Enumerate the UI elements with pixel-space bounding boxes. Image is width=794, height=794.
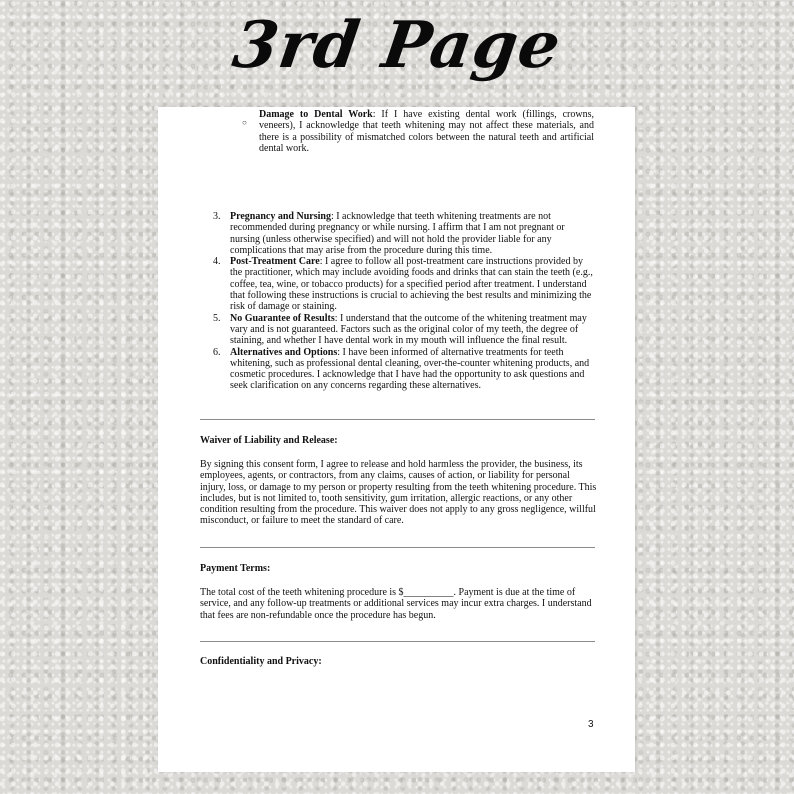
section-divider bbox=[200, 419, 595, 420]
payment-heading: Payment Terms: bbox=[200, 563, 271, 574]
payment-paragraph: The total cost of the teeth whitening procedure is $__________. Payment is due at the time of service, and any follow-up treatments or additional services may incur extra charges. I understand that fees are non-refundable once the procedure has begun. bbox=[200, 587, 592, 621]
confidentiality-heading: Confidentiality and Privacy: bbox=[200, 656, 322, 667]
numbered-list bbox=[213, 211, 596, 392]
list-item bbox=[213, 313, 596, 347]
list-item bbox=[213, 256, 596, 312]
document-page bbox=[158, 107, 635, 772]
section-divider bbox=[200, 547, 595, 548]
list-number: 3. bbox=[213, 211, 221, 222]
sub-item-text: : If I have existing dental work (fillings, crowns, veneers), I acknowledge that teeth whitening may not affect these materials, and there is a possibility of mismatched colors between the natural teeth and artificial dental work. bbox=[259, 109, 595, 154]
list-number: 6. bbox=[213, 346, 221, 358]
list-item-text: : I acknowledge that teeth whitening treatments are not recommended during pregnancy or while nursing. I affirm that I am not pregnant or nursing (unless otherwise specified) and will not hold the provider liable for any complications that may arise from the procedure during this time. bbox=[230, 211, 565, 256]
list-item-label: Pregnancy and Nursing bbox=[230, 211, 331, 222]
list-item-label: No Guarantee of Results bbox=[230, 312, 335, 324]
list-item-text: : I agree to follow all post-treatment care instructions provided by the practitioner, which may include avoiding foods and drinks that can stain the teeth (e.g., coffee, tea, wine, or tobacco products) for a specified period after treatment. I understand that following these instructions is crucial to achieving the best results and minimizing the risk of damage or staining. bbox=[230, 256, 593, 313]
page-number: 3 bbox=[588, 719, 594, 730]
list-item bbox=[213, 211, 596, 256]
list-item-label: Post-Treatment Care bbox=[230, 256, 320, 268]
list-number: 5. bbox=[213, 312, 221, 324]
list-number: 4. bbox=[213, 256, 221, 268]
section-divider bbox=[200, 641, 595, 642]
list-item bbox=[213, 347, 596, 392]
circle-bullet-icon: ○ bbox=[242, 118, 247, 127]
list-item-text: : I have been informed of alternative treatments for teeth whitening, such as professional dental cleaning, over-the-counter whitening products, and cosmetic procedures. I acknowledge that I have had the opportunity to ask questions and seek clarification on any concerns regarding these alternatives. bbox=[230, 346, 590, 392]
sub-list-item bbox=[259, 109, 594, 154]
list-item-text: : I understand that the outcome of the whitening treatment may vary and is not guaranteed. Factors such as the original color of my teeth, the degree of staining, and whether I have dental work in my mouth will influence the final result. bbox=[230, 312, 587, 347]
sub-item-label: Damage to Dental Work bbox=[259, 109, 373, 120]
waiver-heading: Waiver of Liability and Release: bbox=[200, 435, 338, 446]
waiver-paragraph: By signing this consent form, I agree to release and hold harmless the provider, the business, its employees, agents, or contractors, from any claims, causes of action, or liability for personal injury, loss, or damage to my person or property resulting from the teeth whitening procedure. This includes, but is not limited to, tooth sensitivity, gum irritation, allergic reactions, or any other condition resulting from the procedure. This waiver does not apply to any gross negligence, willful misconduct, or failure to meet the standard of care. bbox=[200, 459, 597, 527]
list-item-label: Alternatives and Options bbox=[230, 346, 338, 358]
page-banner-title: 3rd Page bbox=[228, 8, 566, 83]
